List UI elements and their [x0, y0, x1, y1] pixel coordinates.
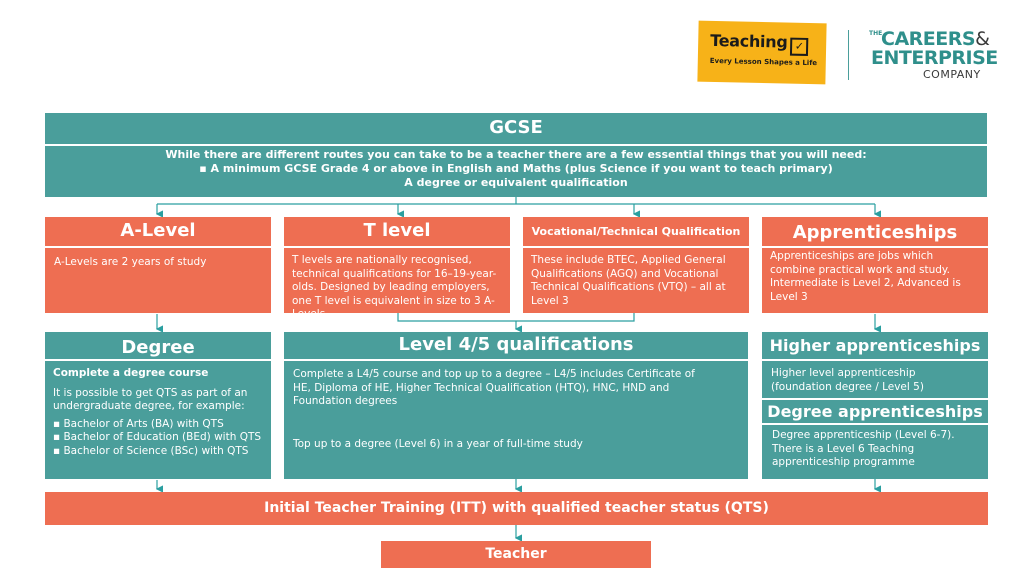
degree-example: ▪ Bachelor of Science (BSc) with QTS	[53, 445, 263, 459]
check-icon: ✓	[790, 38, 808, 56]
higher-apprenticeships-text: Higher level apprenticeship (foundation degree / Level 5)	[762, 361, 988, 398]
level45-text-2: Top up to a degree (Level 6) in a year of full-time study	[293, 437, 583, 450]
tlevel-title: T level	[284, 217, 510, 246]
apprenticeships-text: Apprenticeships are jobs which combine practical work and study. Intermediate is Level 2, Advanced is Level 3	[762, 248, 988, 313]
careers-logo-line3: COMPANY	[923, 68, 981, 81]
degree-apprenticeships-text: Degree apprenticeship (Level 6-7). There is a Level 6 Teaching apprenticeship programme	[762, 425, 988, 479]
apprenticeships-title: Apprenticeships	[762, 217, 988, 246]
gcse-title: GCSE	[45, 113, 987, 144]
degree-title: Degree	[45, 332, 271, 359]
degree-body	[45, 361, 271, 479]
careers-logo-line2: ENTERPRISE	[871, 47, 998, 69]
level45-body	[284, 361, 748, 479]
alevel-title: A-Level	[45, 217, 271, 246]
itt-title: Initial Teacher Training (ITT) with qualified teacher status (QTS)	[45, 492, 988, 525]
tlevel-text: T levels are nationally recognised, technical qualifications for 16–19-year-olds. Designed by leading employers, one T level is equivalent in size to 3 A-Levels	[284, 248, 510, 313]
alevel-text: A-Levels are 2 years of study	[45, 248, 271, 313]
vocational-title: Vocational/Technical Qualification	[523, 217, 749, 246]
degree-text: It is possible to get QTS as part of an undergraduate degree, for example:	[53, 386, 248, 412]
gcse-intro: While there are different routes you can take to be a teacher there are a few essential things that you will need:	[165, 148, 867, 161]
teacher-title: Teacher	[381, 541, 651, 568]
careers-logo-amp: &	[975, 28, 990, 50]
careers-logo-the: THE	[869, 30, 883, 37]
level45-title: Level 4/5 qualifications	[284, 332, 748, 359]
higher-apprenticeships-title: Higher apprenticeships	[762, 332, 988, 359]
degree-subtitle: Complete a degree course	[53, 367, 209, 379]
teaching-logo-word: Teaching	[710, 30, 788, 52]
degree-example: ▪ Bachelor of Education (BEd) with QTS	[53, 431, 263, 445]
careers-logo-line1: CAREERS	[881, 28, 976, 50]
degree-examples	[53, 418, 263, 459]
degree-apprenticeships-title: Degree apprenticeships	[762, 400, 988, 423]
gcse-requirements	[45, 146, 987, 197]
gcse-requirement-2: A degree or equivalent qualification	[404, 176, 628, 189]
vocational-text: These include BTEC, Applied General Qualifications (AGQ) and Vocational Technical Qualifications (VTQ) – all at Level 3	[523, 248, 749, 313]
degree-example: ▪ Bachelor of Arts (BA) with QTS	[53, 418, 263, 432]
teaching-logo-tagline: Every Lesson Shapes a Life	[709, 56, 818, 68]
gcse-requirement-1: ▪ A minimum GCSE Grade 4 or above in English and Maths (plus Science if you want to teach primary)	[199, 162, 833, 175]
level45-text-1: Complete a L4/5 course and top up to a degree – L4/5 includes Certificate of HE, Diploma of HE, Higher Technical Qualification (HTQ), HNC, HND and Foundation degrees	[293, 368, 695, 407]
